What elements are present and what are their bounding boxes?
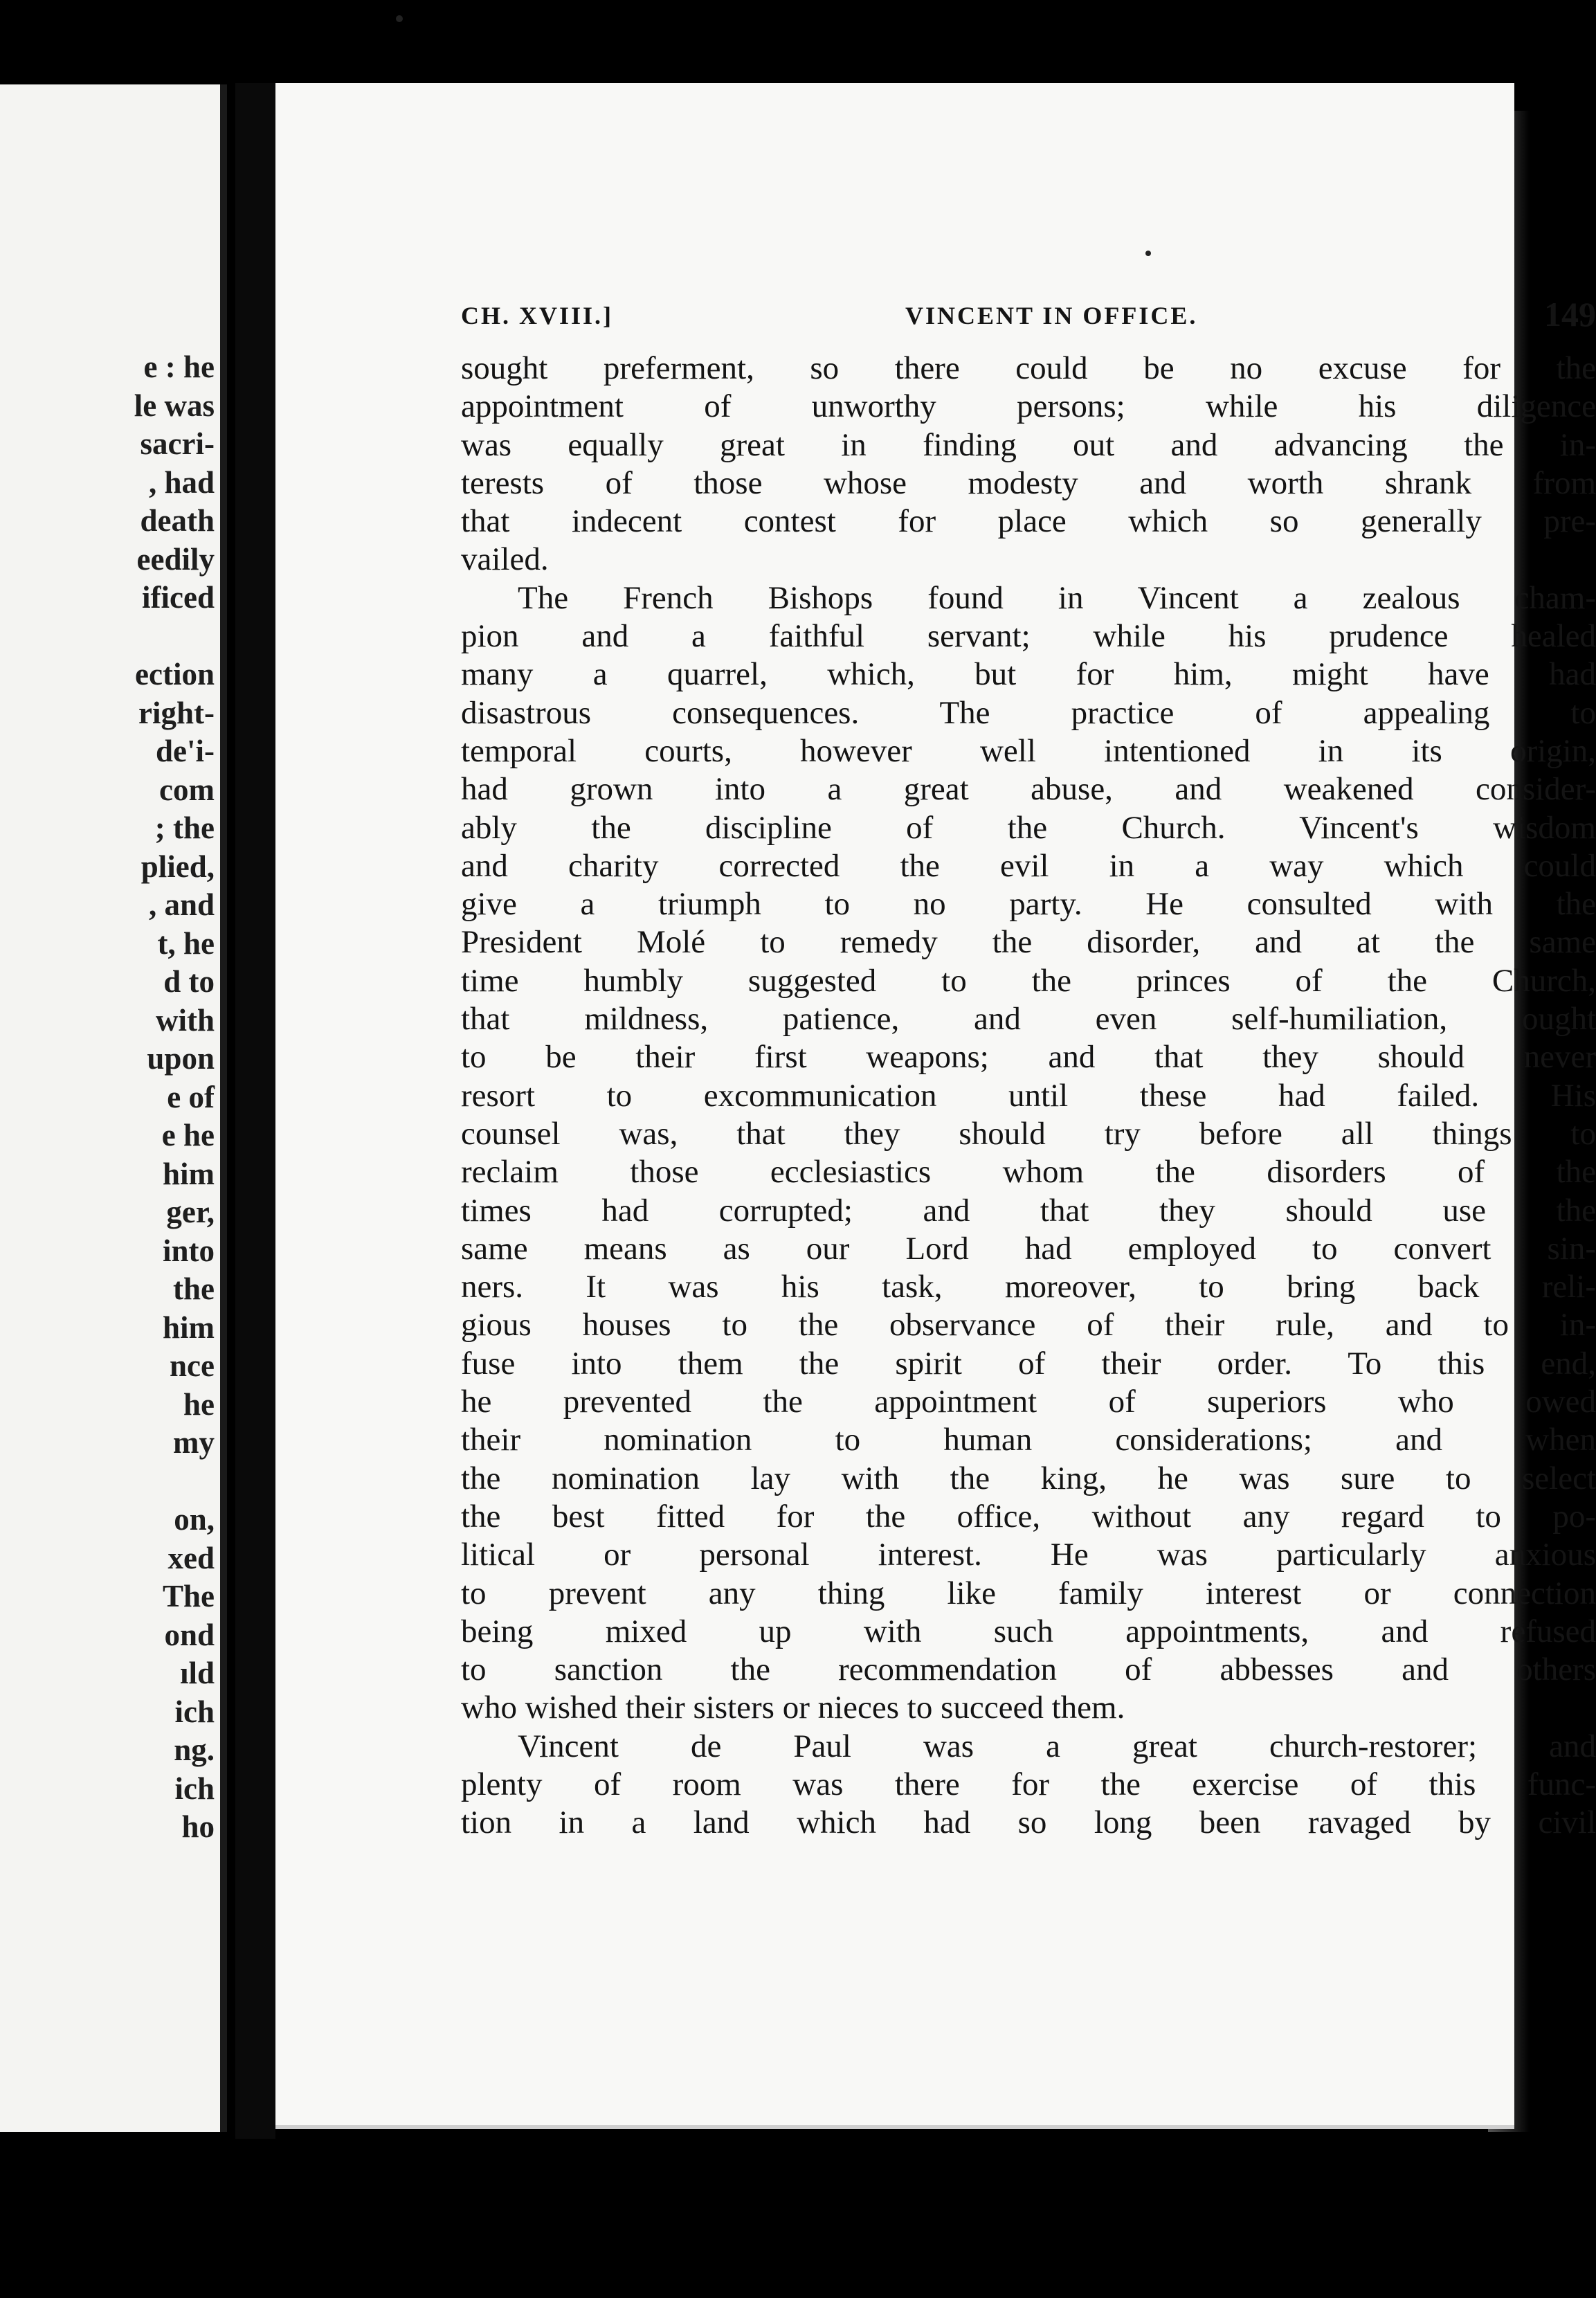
- book-page: [275, 83, 1596, 2129]
- text-line: ners. It was his task, moreover, to bring back reli-: [461, 1269, 1596, 1305]
- left-page-line: e he: [161, 1118, 215, 1152]
- left-page-line: The: [162, 1579, 215, 1613]
- left-page-line: xed: [167, 1540, 215, 1575]
- text-line: to sanction the recommendation of abbesses and others: [461, 1652, 1596, 1688]
- paragraph: [461, 1728, 1596, 1843]
- left-page-line: ificed: [142, 580, 215, 615]
- left-page-line: ; the: [154, 811, 215, 845]
- left-page-line: on,: [174, 1502, 215, 1537]
- text-line: who wished their sisters or nieces to succeed them.: [461, 1690, 1125, 1726]
- text-line: their nomination to human considerations; and when: [461, 1422, 1596, 1458]
- text-line: pion and a faithful servant; while his prudence healed: [461, 618, 1596, 655]
- left-page-line: ıld: [179, 1656, 215, 1690]
- left-page-line: nce: [170, 1348, 215, 1383]
- left-page-line: ich: [174, 1771, 215, 1806]
- left-page-line: ger,: [166, 1195, 215, 1229]
- left-page-line: into: [162, 1233, 215, 1268]
- left-page-line: with: [155, 1002, 215, 1038]
- left-page-line: upon: [147, 1041, 215, 1076]
- book-gutter: [235, 83, 275, 2139]
- left-page-line: him: [162, 1156, 215, 1191]
- page-number: 149: [1544, 295, 1596, 334]
- text-line: that indecent contest for place which so generally pre-: [461, 503, 1596, 540]
- text-line: Vincent de Paul was a great church-restorer; and: [518, 1728, 1596, 1764]
- left-page-line: right-: [138, 695, 215, 730]
- left-page-line: plied,: [140, 849, 215, 884]
- left-page-line: le was: [134, 388, 215, 423]
- left-page-line: ho: [181, 1809, 215, 1844]
- text-line: had grown into a great abuse, and weakened consider-: [461, 771, 1596, 808]
- left-page-line: he: [183, 1386, 215, 1422]
- left-page-line: him: [162, 1310, 215, 1345]
- left-page-line: sacri-: [140, 426, 215, 461]
- running-head: [461, 294, 1596, 336]
- left-page-line: ich: [174, 1694, 215, 1729]
- left-page-line: d to: [163, 964, 215, 999]
- left-page-line: e of: [167, 1079, 215, 1114]
- text-line: to be their first weapons; and that they should never: [461, 1039, 1596, 1076]
- text-line: he prevented the appointment of superiors who owed: [461, 1384, 1596, 1420]
- left-page-line: , had: [148, 464, 215, 500]
- left-page-line: , and: [148, 887, 215, 922]
- left-page-line: eedily: [136, 541, 215, 577]
- text-line: tion in a land which had so long been ravaged by civil: [461, 1804, 1596, 1841]
- scan-speck: [1145, 251, 1151, 256]
- text-line: same means as our Lord had employed to convert sin-: [461, 1230, 1596, 1267]
- text-line: vailed.: [461, 541, 549, 578]
- left-page-line: ond: [164, 1617, 215, 1652]
- text-line: President Molé to remedy the disorder, and at the same: [461, 924, 1596, 961]
- left-page-line: my: [173, 1425, 215, 1460]
- text-line: counsel was, that they should try before all things to: [461, 1115, 1596, 1152]
- text-line: ably the discipline of the Church. Vincent's wisdom: [461, 809, 1596, 846]
- text-line: many a quarrel, which, but for him, might have had: [461, 656, 1596, 693]
- text-line: the nomination lay with the king, he was sure to select: [461, 1460, 1596, 1496]
- text-line: times had corrupted; and that they should use the: [461, 1192, 1596, 1229]
- text-line: that mildness, patience, and even self-humiliation, ought: [461, 1001, 1596, 1038]
- text-line: time humbly suggested to the princes of the Church,: [461, 962, 1596, 999]
- text-line: and charity corrected the evil in a way which could: [461, 847, 1596, 884]
- text-line: terests of those whose modesty and worth shrank from: [461, 464, 1596, 501]
- text-line: litical or personal interest. He was particularly anxious: [461, 1537, 1596, 1573]
- left-page-line: the: [173, 1272, 215, 1306]
- text-line: to prevent any thing like family interest or connection: [461, 1575, 1596, 1611]
- text-line: the best fitted for the office, without any regard to po-: [461, 1498, 1596, 1535]
- text-line: disastrous consequences. The practice of appealing to: [461, 694, 1596, 731]
- text-line: gious houses to the observance of their rule, and to in-: [461, 1307, 1596, 1343]
- text-line: sought preferment, so there could be no excuse for the: [461, 350, 1596, 386]
- text-line: reclaim those ecclesiastics whom the disorders of the: [461, 1154, 1596, 1191]
- text-line: being mixed up with such appointments, and refused: [461, 1613, 1596, 1649]
- left-page-line: ection: [135, 657, 215, 691]
- left-page-line: t, he: [157, 925, 215, 961]
- text-line: resort to excommunication until these had failed. His: [461, 1077, 1596, 1114]
- left-page-line: ng.: [174, 1732, 215, 1767]
- text-line: fuse into them the spirit of their order. To this end,: [461, 1345, 1596, 1382]
- paragraph: [461, 579, 1596, 1728]
- body-text: [461, 350, 1596, 1843]
- text-line: The French Bishops found in Vincent a zealous cham-: [518, 579, 1596, 616]
- left-page-line: de'i-: [156, 734, 215, 768]
- left-page-line: e : he: [143, 350, 215, 384]
- left-page-line: com: [159, 772, 215, 807]
- text-line: appointment of unworthy persons; while his diligence: [461, 388, 1596, 425]
- paragraph: [461, 350, 1596, 579]
- running-title: VINCENT IN OFFICE.: [905, 302, 1198, 329]
- chapter-label: CH. XVIII.]: [461, 302, 614, 329]
- left-page-line: death: [140, 503, 215, 538]
- scan-speck: [396, 15, 403, 22]
- text-line: was equally great in finding out and advancing the in-: [461, 426, 1596, 463]
- text-line: give a triumph to no party. He consulted with the: [461, 886, 1596, 923]
- text-line: temporal courts, however well intentioned in its origin,: [461, 732, 1596, 769]
- left-page-fragment: [0, 84, 227, 2132]
- text-line: plenty of room was there for the exercise of this func-: [461, 1766, 1596, 1802]
